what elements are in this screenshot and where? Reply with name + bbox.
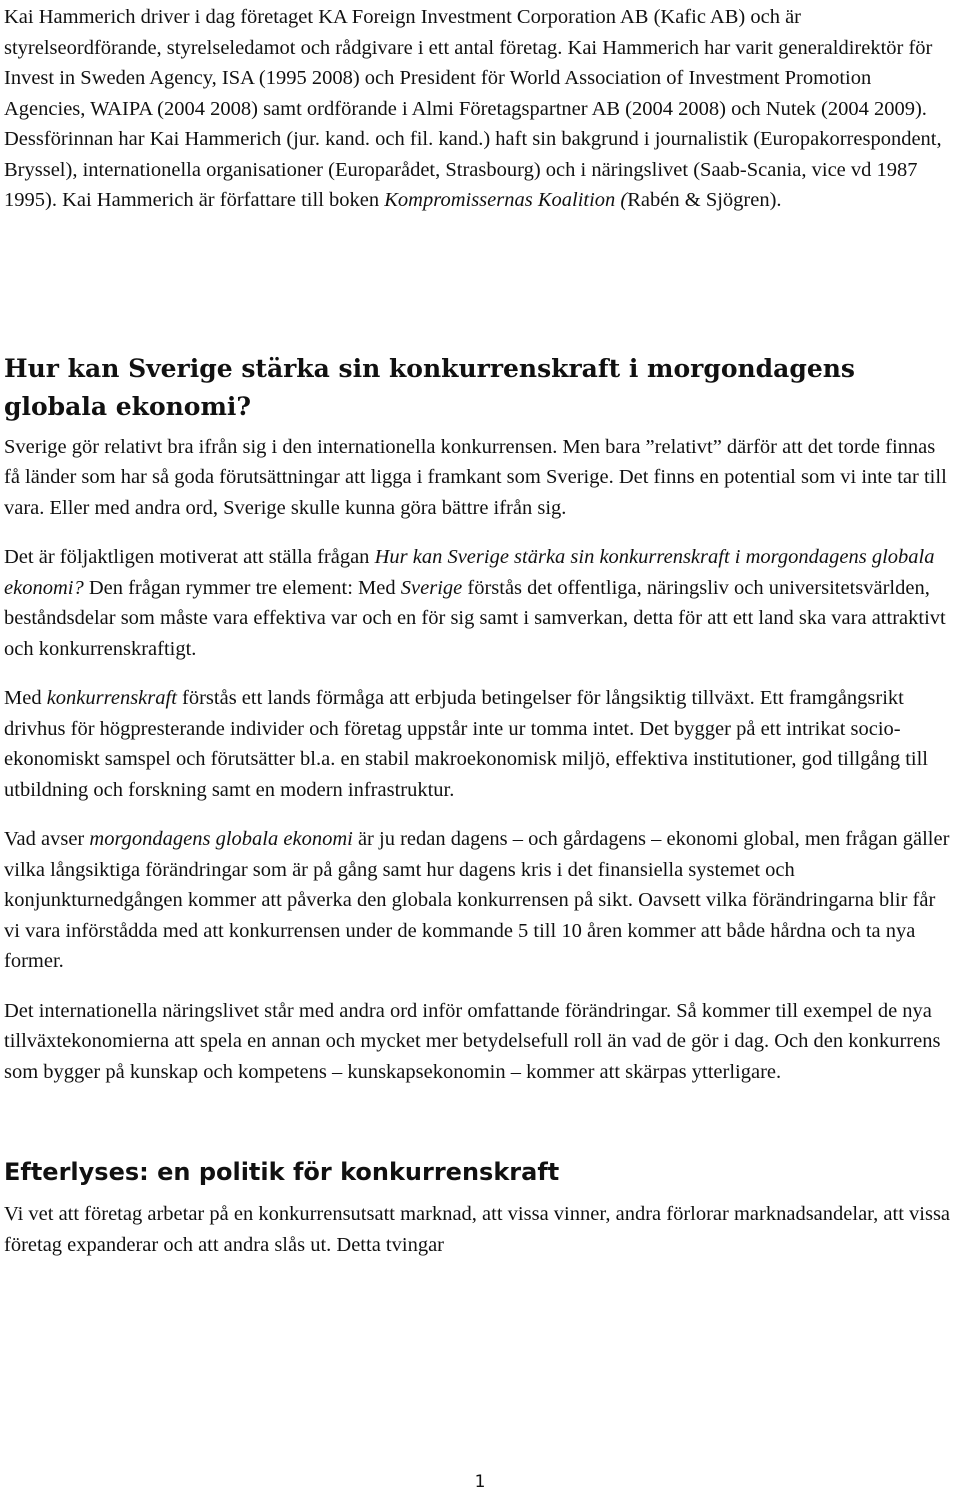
paragraph-question: Det är följaktligen motiverat att ställa frågan Hur kan Sverige stärka sin konkurrenskraft i morgondagens globala ekonomi? Den frågan rymmer tre element: Med Sverige förstås det offentliga, näringsliv och universitetsvärlden, beståndsdelar som måste vara effektiva var och en för sig samt i samverkan, detta för att ett land ska vara attraktivt och konkurrenskraftigt.	[4, 546, 946, 660]
emphasis-sverige: Sverige	[400, 576, 463, 599]
paragraph-business-changes: Det internationella näringslivet står med andra ord inför omfattande förändringar. Så kommer till exempel de nya tillväxtekonomierna att spela en annan och mycket mer betydelsefull roll än vad de gör i dag. Och den konkurrens som bygger på kunskap och kompetens – kunskapsekonomin – kommer att skärpas ytterligare.	[4, 999, 941, 1083]
emphasis-question: Hur kan Sverige stärka sin konkurrenskraft i morgondagens globala ekonomi?	[4, 546, 935, 599]
book-title: Kompromissernas Koalition (	[384, 189, 628, 211]
paragraph-market: Vi vet att företag arbetar på en konkurrensutsatt marknad, att vissa vinner, andra förlorar marknadsandelar, att vissa företag expanderar och att andra slås ut. Detta tvingar	[4, 1203, 951, 1256]
emphasis-konkurrenskraft: konkurrenskraft	[46, 687, 177, 709]
document-page	[4, 0, 956, 1260]
paragraph-global-economy: Vad avser morgondagens globala ekonomi är ju redan dagens – och gårdagens – ekonomi global, men frågan gäller vilka långsiktiga förändringar som är på gång samt hur dagens kris i det finansiella systemet och konjunkturnedgången kommer att påverka den globala konkurrensen på sikt. Oavsett vilka förändringarna blir får vi vara införstådda med att konkurrensen under de kommande 5 till 10 åren kommer att både hårdna och ta nya former.	[4, 828, 950, 972]
page-number: 1	[474, 1472, 486, 1492]
paragraph-relative-performance: Sverige gör relativt bra ifrån sig i den internationella konkurrensen. Men bara ”relativt” därför att det torde finnas få länder som har så goda förutsättningar att ligga i framkant som Sverige. Det finns en potential som vi inte tar till vara. Eller med andra ord, Sverige skulle kunna göra bättre ifrån sig.	[4, 435, 947, 519]
author-bio-paragraph	[4, 2, 956, 216]
section-heading-competitiveness: Hur kan Sverige stärka sin konkurrenskraft i morgondagens globala ekonomi?	[4, 353, 856, 421]
paragraph-konkurrenskraft: Med konkurrenskraft förstås ett lands förmåga att erbjuda betingelser för långsiktig tillväxt. Ett framgångsrikt drivhus för högpresterande individer och företag uppstår inte ur tomma intet. Det bygger på ett intrikat socio-ekonomiskt samspel och förutsätter bl.a. en stabil makroekonomisk miljö, effektiva institutioner, god tillgång till utbildning och forskning samt en modern infrastruktur.	[4, 687, 928, 801]
emphasis-global-economy: morgondagens globala ekonomi	[89, 828, 353, 850]
book-publisher: Rabén & Sjögren).	[627, 189, 782, 211]
section-heading-policy: Efterlyses: en politik för konkurrenskraft	[4, 1158, 560, 1186]
bio-text: Kai Hammerich driver i dag företaget KA Foreign Investment Corporation AB (Kafic AB) och är styrelseordförande, styrelseledamot och rådgivare i ett antal företag. Kai Hammerich har varit generaldirektör för Invest in Sweden Agency, ISA (1995 2008) och President för World Association of Investment Promotion Agencies, WAIPA (2004 2008) samt ordförande i Almi Företagspartner AB (2004 2008) och Nutek (2004 2009). Dessförinnan har Kai Hammerich (jur. kand. och fil. kand.) haft sin bakgrund i journalistik (Europakorrespondent, Bryssel), internationella organisationer (Europarådet, Strasbourg) och i näringslivet (Saab-Scania, vice vd 1987 1995). Kai Hammerich är författare till boken	[4, 6, 942, 211]
